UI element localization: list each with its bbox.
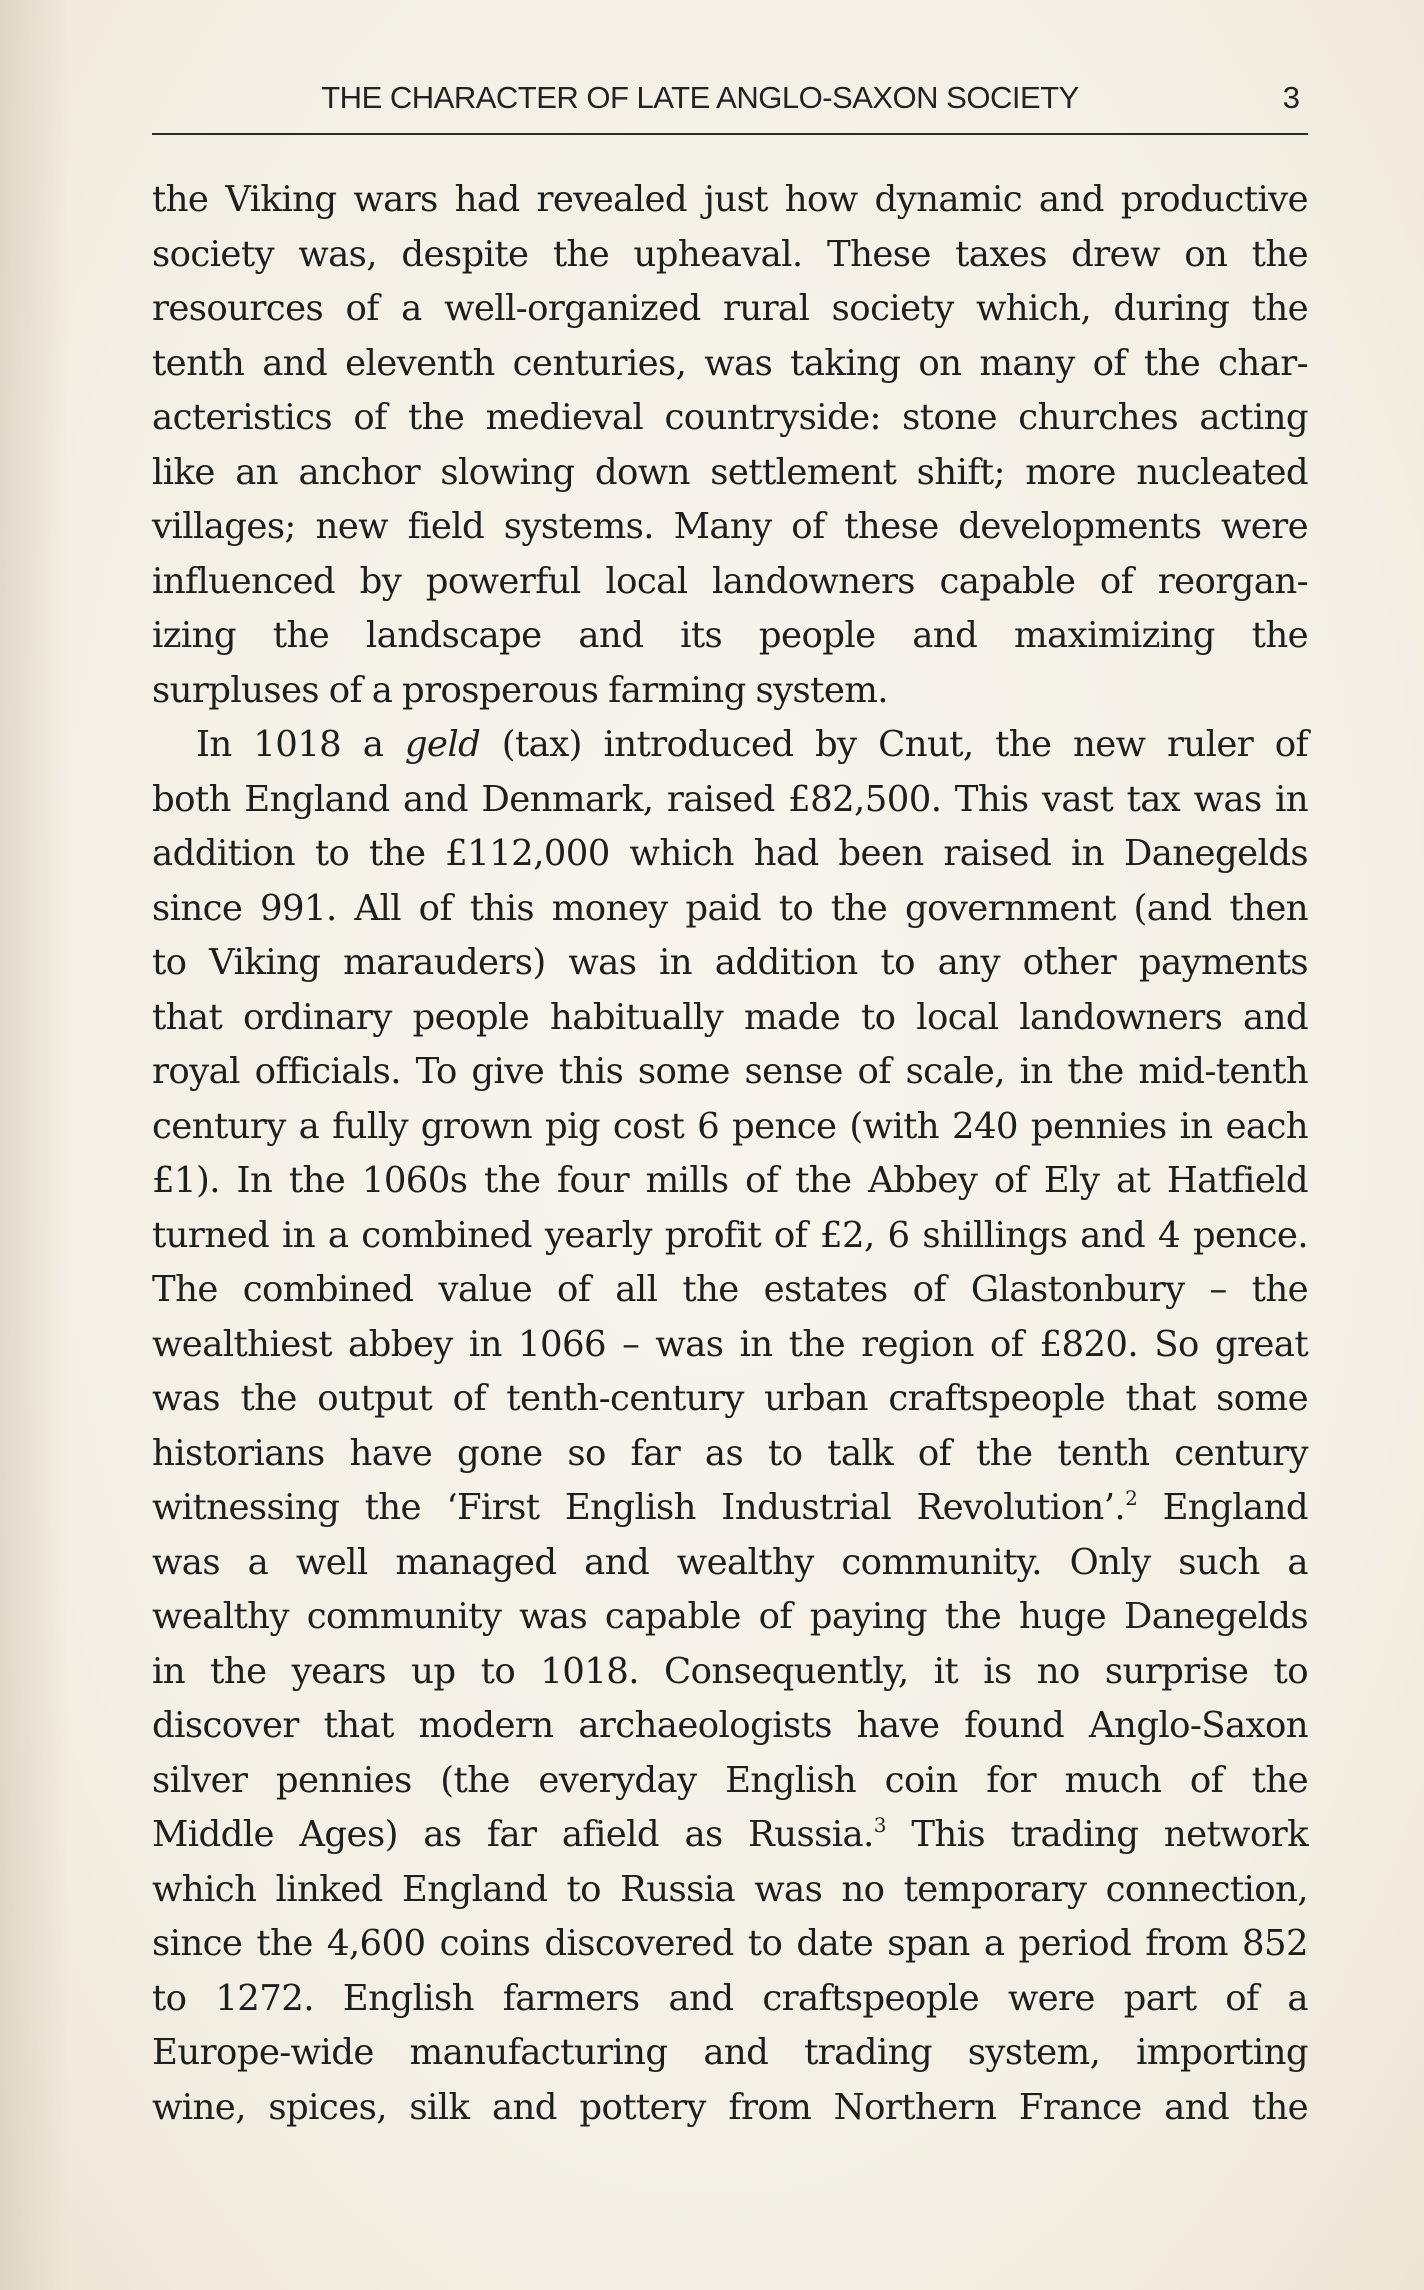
text-line: was a well managed and wealthy community. Only such a: [152, 1541, 1308, 1583]
text-line: acteristics of the medieval countryside: stone churches acting: [152, 397, 1308, 438]
footnote-marker-3[interactable]: 3: [873, 1813, 886, 1837]
text-line: that ordinary people habitually made to local landowners and: [152, 996, 1308, 1038]
text-line: villages; new field systems. Many of these developments were: [152, 506, 1308, 547]
running-head: [152, 74, 1308, 126]
text-line: since the 4,600 coins discovered to date span a period from 852: [152, 1923, 1308, 1964]
text-line: to Viking marauders) was in addition to any other payments: [152, 942, 1308, 983]
text-line: to 1272. English farmers and craftspeople were part of a: [152, 1977, 1308, 2019]
text-line: surpluses of a prosperous farming system.: [152, 669, 888, 711]
text-line: wine, spices, silk and pottery from Northern France and the: [152, 2086, 1308, 2128]
italic-term-geld: geld: [404, 724, 481, 765]
text-line: since 991. All of this money paid to the government (and then: [152, 887, 1308, 929]
text-run: This trading network: [885, 1814, 1308, 1855]
text-line: in the years up to 1018. Consequently, it is no surprise to: [152, 1650, 1308, 1692]
text-line: discover that modern archaeologists have found Anglo-Saxon: [152, 1705, 1308, 1746]
text-line: The combined value of all the estates of Glastonbury – the: [152, 1269, 1308, 1310]
running-title: THE CHARACTER OF LATE ANGLO-SAXON SOCIETY: [321, 80, 1079, 115]
text-run: (tax) introduced by Cnut, the new ruler of: [480, 724, 1309, 765]
text-line: like an anchor slowing down settlement shift; more nucleated: [152, 451, 1308, 493]
text-line: the Viking wars had revealed just how dynamic and productive: [152, 179, 1308, 220]
text-run: England: [1137, 1487, 1308, 1528]
text-line: Europe-wide manufacturing and trading system, importing: [152, 2032, 1308, 2073]
text-run: In 1018 a: [196, 724, 405, 765]
text-line: century a fully grown pig cost 6 pence (with 240 pennies in each: [152, 1105, 1308, 1147]
text-run: Middle Ages) as far afield as Russia.: [152, 1814, 874, 1855]
text-line: tenth and eleventh centuries, was taking on many of the char-: [152, 342, 1308, 384]
text-line: influenced by powerful local landowners capable of reorgan-: [152, 560, 1308, 602]
body-text: [152, 173, 1308, 2135]
footnote-marker-2[interactable]: 2: [1125, 1486, 1138, 1510]
text-line: izing the landscape and its people and maximizing the: [152, 615, 1308, 656]
text-line-footnote-2: [152, 1481, 1308, 1536]
text-line: both England and Denmark, raised £82,500. This vast tax was in: [152, 778, 1308, 820]
text-line: silver pennies (the everyday English coin for much of the: [152, 1759, 1308, 1801]
text-run: witnessing the ‘First English Industrial Revolution’.: [152, 1487, 1126, 1528]
text-line-footnote-3: [152, 1808, 1308, 1863]
text-line: wealthiest abbey in 1066 – was in the region of £820. So great: [152, 1323, 1308, 1365]
text-line: historians have gone so far as to talk of the tenth century: [152, 1432, 1308, 1474]
text-line: which linked England to Russia was no temporary connection,: [152, 1868, 1308, 1910]
header-rule: [152, 133, 1308, 135]
text-line: turned in a combined yearly profit of £2, 6 shillings and 4 pence.: [152, 1214, 1308, 1256]
paragraph-opening-line: [152, 718, 1308, 773]
text-line: resources of a well-organized rural society which, during the: [152, 288, 1308, 329]
text-line: addition to the £112,000 which had been raised in Danegelds: [152, 833, 1308, 874]
text-line: royal officials. To give this some sense of scale, in the mid-tenth: [152, 1051, 1308, 1092]
text-line: wealthy community was capable of paying the huge Danegelds: [152, 1596, 1308, 1637]
page-number: 3: [1282, 80, 1300, 115]
text-line: £1). In the 1060s the four mills of the Abbey of Ely at Hatfield: [152, 1160, 1308, 1201]
text-line: was the output of tenth-century urban craftspeople that some: [152, 1378, 1308, 1419]
text-line: society was, despite the upheaval. These taxes drew on the: [152, 233, 1308, 275]
page-fold-shadow: [0, 0, 70, 2290]
